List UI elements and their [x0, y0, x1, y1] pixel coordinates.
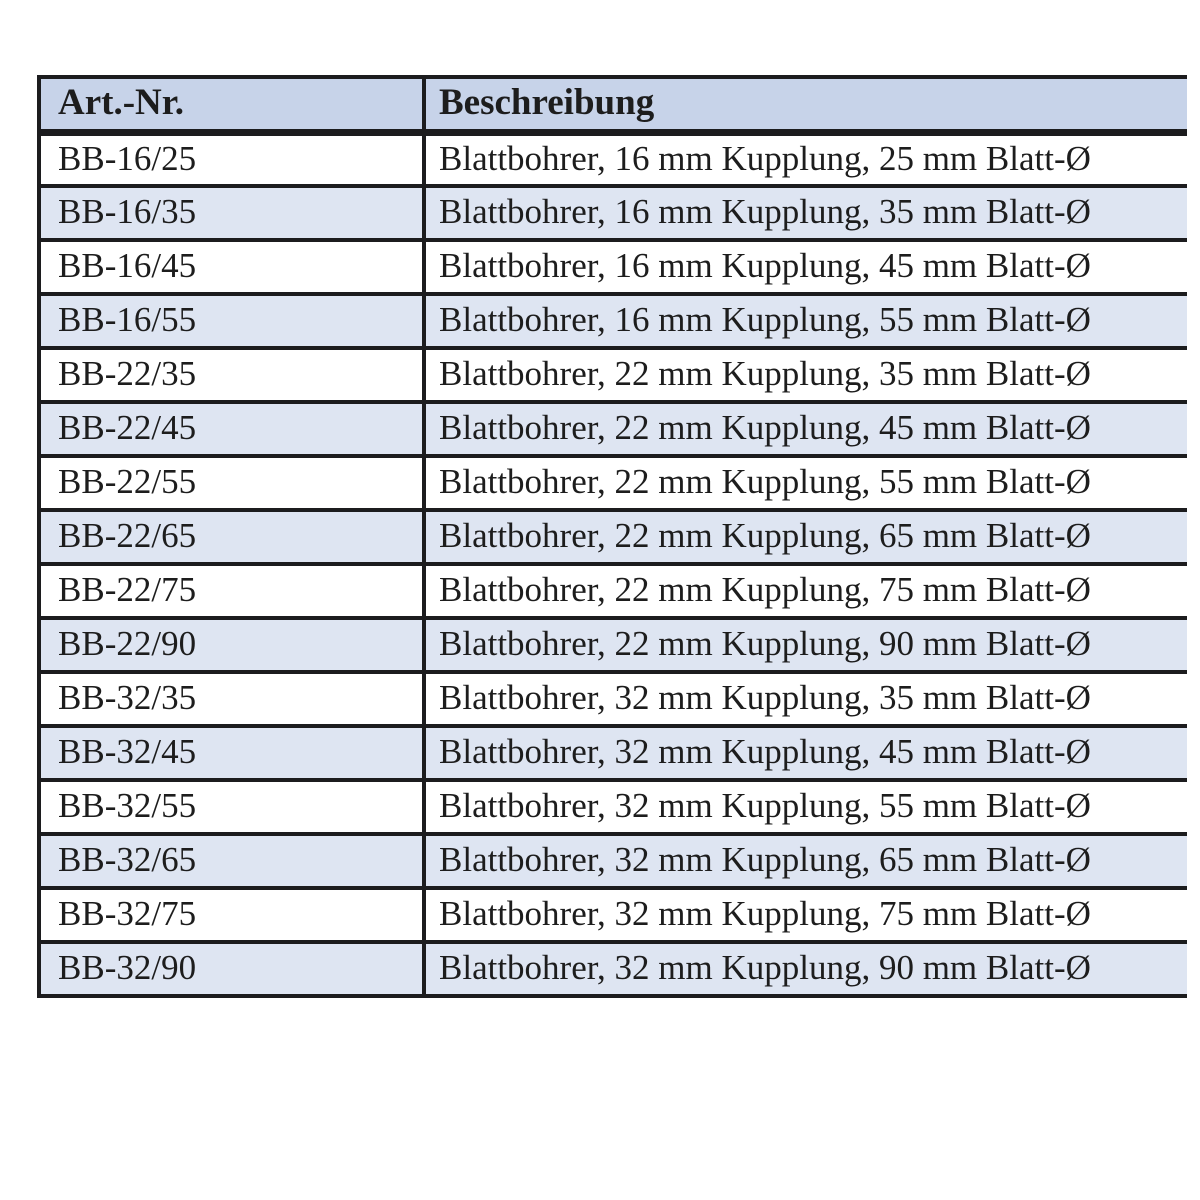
cell-beschreibung: Blattbohrer, 22 mm Kupplung, 45 mm Blatt-Ø — [424, 402, 1187, 456]
cell-beschreibung: Blattbohrer, 16 mm Kupplung, 25 mm Blatt-Ø — [424, 132, 1187, 186]
cell-beschreibung: Blattbohrer, 16 mm Kupplung, 55 mm Blatt-Ø — [424, 294, 1187, 348]
cell-art-nr: BB-22/45 — [39, 402, 424, 456]
cell-art-nr: BB-32/90 — [39, 942, 424, 996]
table-row — [39, 348, 1187, 402]
column-header-art-nr: Art.-Nr. — [39, 77, 424, 132]
cell-beschreibung: Blattbohrer, 16 mm Kupplung, 45 mm Blatt-Ø — [424, 240, 1187, 294]
product-table-region — [37, 75, 1187, 1133]
cell-art-nr: BB-22/35 — [39, 348, 424, 402]
table-row — [39, 132, 1187, 186]
table-row — [39, 618, 1187, 672]
table-row — [39, 726, 1187, 780]
table-row — [39, 942, 1187, 996]
cell-beschreibung: Blattbohrer, 32 mm Kupplung, 75 mm Blatt-Ø — [424, 888, 1187, 942]
cell-beschreibung: Blattbohrer, 32 mm Kupplung, 90 mm Blatt-Ø — [424, 942, 1187, 996]
cell-art-nr: BB-22/55 — [39, 456, 424, 510]
cell-art-nr: BB-16/35 — [39, 186, 424, 240]
cell-art-nr: BB-32/75 — [39, 888, 424, 942]
cell-beschreibung: Blattbohrer, 16 mm Kupplung, 35 mm Blatt-Ø — [424, 186, 1187, 240]
table-row — [39, 294, 1187, 348]
table-row — [39, 564, 1187, 618]
cell-art-nr: BB-32/55 — [39, 780, 424, 834]
column-header-beschreibung: Beschreibung — [424, 77, 1187, 132]
table-row — [39, 402, 1187, 456]
cell-art-nr: BB-16/55 — [39, 294, 424, 348]
cell-beschreibung: Blattbohrer, 22 mm Kupplung, 65 mm Blatt-Ø — [424, 510, 1187, 564]
cell-art-nr: BB-32/65 — [39, 834, 424, 888]
cell-beschreibung: Blattbohrer, 22 mm Kupplung, 75 mm Blatt-Ø — [424, 564, 1187, 618]
table-row — [39, 834, 1187, 888]
cell-art-nr: BB-22/90 — [39, 618, 424, 672]
cell-art-nr: BB-16/45 — [39, 240, 424, 294]
cell-beschreibung: Blattbohrer, 32 mm Kupplung, 55 mm Blatt-Ø — [424, 780, 1187, 834]
cell-beschreibung: Blattbohrer, 22 mm Kupplung, 35 mm Blatt-Ø — [424, 348, 1187, 402]
cell-art-nr: BB-22/65 — [39, 510, 424, 564]
cell-beschreibung: Blattbohrer, 32 mm Kupplung, 45 mm Blatt-Ø — [424, 726, 1187, 780]
table-row — [39, 888, 1187, 942]
table-row — [39, 780, 1187, 834]
table-row — [39, 186, 1187, 240]
cell-art-nr: BB-32/45 — [39, 726, 424, 780]
table-row — [39, 672, 1187, 726]
cell-art-nr: BB-22/75 — [39, 564, 424, 618]
table-row — [39, 240, 1187, 294]
table-header-row — [39, 77, 1187, 132]
cell-beschreibung: Blattbohrer, 32 mm Kupplung, 65 mm Blatt-Ø — [424, 834, 1187, 888]
table-row — [39, 510, 1187, 564]
cell-beschreibung: Blattbohrer, 32 mm Kupplung, 35 mm Blatt-Ø — [424, 672, 1187, 726]
cell-beschreibung: Blattbohrer, 22 mm Kupplung, 55 mm Blatt-Ø — [424, 456, 1187, 510]
product-table — [37, 75, 1187, 998]
cell-art-nr: BB-32/35 — [39, 672, 424, 726]
cell-art-nr: BB-16/25 — [39, 132, 424, 186]
table-row — [39, 456, 1187, 510]
cell-beschreibung: Blattbohrer, 22 mm Kupplung, 90 mm Blatt-Ø — [424, 618, 1187, 672]
